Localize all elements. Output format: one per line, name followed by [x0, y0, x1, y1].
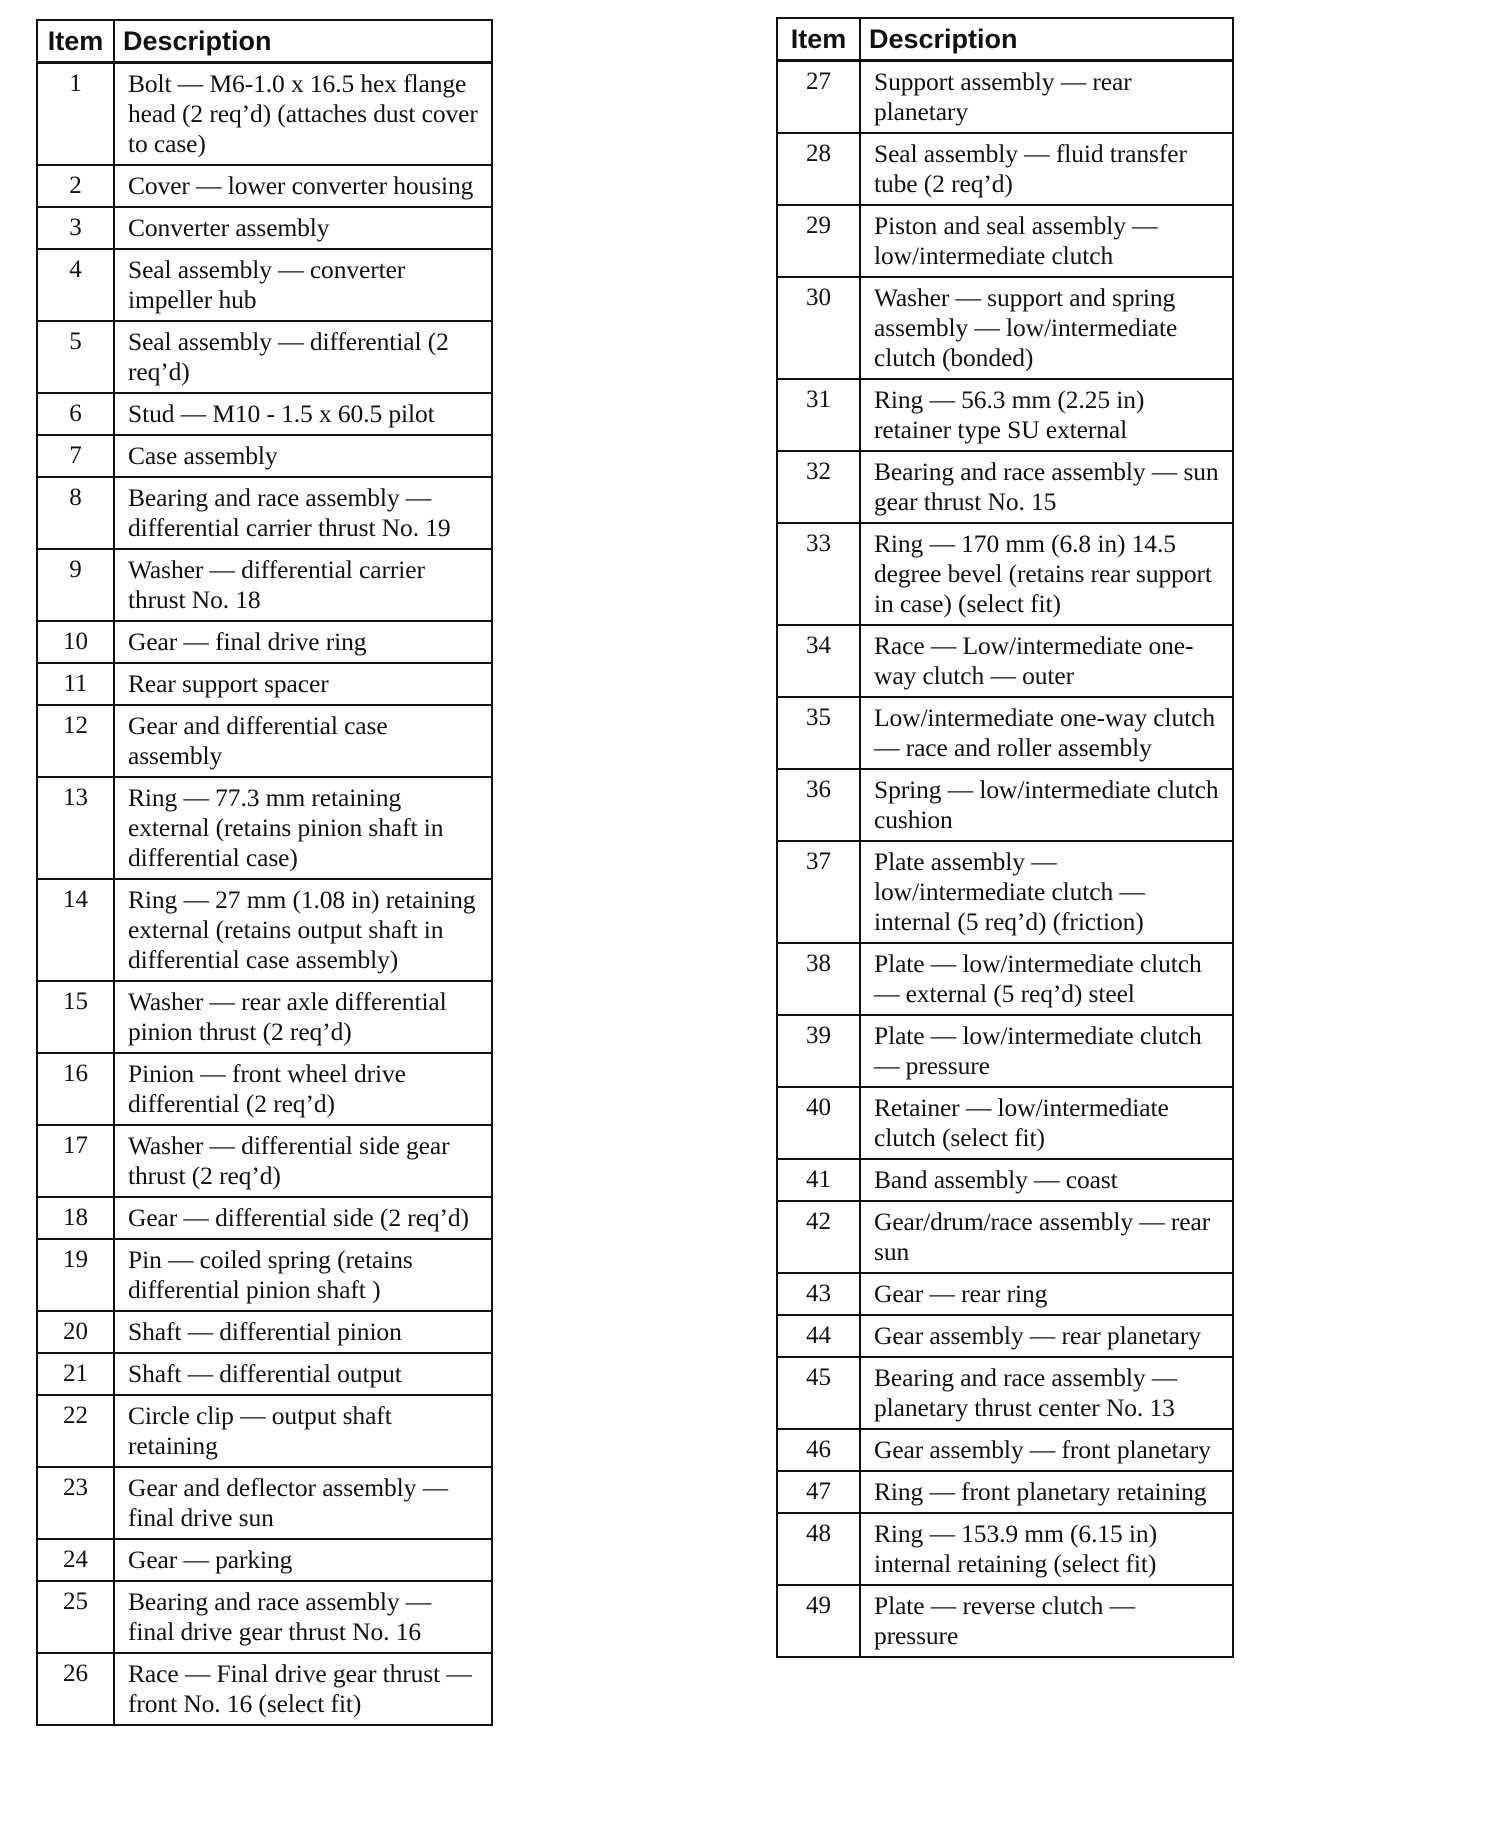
- table-row: [777, 1159, 1233, 1201]
- table-row: [37, 321, 492, 393]
- item-number: 21: [37, 1353, 114, 1395]
- table-row: [37, 477, 492, 549]
- item-description: Bearing and race assembly — sun gear thrust No. 15: [860, 451, 1233, 523]
- table-row: [777, 61, 1233, 134]
- table-row: [37, 1239, 492, 1311]
- table-row: [37, 705, 492, 777]
- table-row: [37, 1467, 492, 1539]
- item-number: 2: [37, 165, 114, 207]
- item-number: 12: [37, 705, 114, 777]
- item-column-header: Item: [37, 20, 114, 63]
- table-header-row: [777, 18, 1233, 61]
- table-row: [37, 1581, 492, 1653]
- item-description: Ring — 153.9 mm (6.15 in) internal retaining (select fit): [860, 1513, 1233, 1585]
- item-number: 5: [37, 321, 114, 393]
- item-number: 15: [37, 981, 114, 1053]
- item-description: Bearing and race assembly — final drive gear thrust No. 16: [114, 1581, 492, 1653]
- table-row: [37, 1125, 492, 1197]
- parts-table-right: [776, 17, 1234, 1658]
- table-header-row: [37, 20, 492, 63]
- table-row: [777, 451, 1233, 523]
- item-number: 6: [37, 393, 114, 435]
- item-number: 36: [777, 769, 860, 841]
- item-description: Ring — 27 mm (1.08 in) retaining external (retains output shaft in differential case assembly): [114, 879, 492, 981]
- item-number: 19: [37, 1239, 114, 1311]
- item-description: Gear — differential side (2 req’d): [114, 1197, 492, 1239]
- table-row: [777, 625, 1233, 697]
- item-description: Plate — low/intermediate clutch — pressure: [860, 1015, 1233, 1087]
- item-description: Shaft — differential pinion: [114, 1311, 492, 1353]
- table-row: [777, 133, 1233, 205]
- item-number: 35: [777, 697, 860, 769]
- item-description: Race — Low/intermediate one-way clutch — outer: [860, 625, 1233, 697]
- item-description: Pin — coiled spring (retains differential pinion shaft ): [114, 1239, 492, 1311]
- description-column-header: Description: [860, 18, 1233, 61]
- item-number: 34: [777, 625, 860, 697]
- item-description: Plate — reverse clutch — pressure: [860, 1585, 1233, 1657]
- table-row: [777, 1015, 1233, 1087]
- item-number: 23: [37, 1467, 114, 1539]
- item-number: 40: [777, 1087, 860, 1159]
- item-description: Converter assembly: [114, 207, 492, 249]
- table-row: [777, 943, 1233, 1015]
- table-row: [777, 697, 1233, 769]
- item-number: 30: [777, 277, 860, 379]
- item-number: 26: [37, 1653, 114, 1725]
- item-description: Low/intermediate one-way clutch — race and roller assembly: [860, 697, 1233, 769]
- description-column-header: Description: [114, 20, 492, 63]
- item-description: Gear and differential case assembly: [114, 705, 492, 777]
- item-number: 45: [777, 1357, 860, 1429]
- item-number: 13: [37, 777, 114, 879]
- item-number: 43: [777, 1273, 860, 1315]
- table-row: [37, 621, 492, 663]
- item-description: Gear — rear ring: [860, 1273, 1233, 1315]
- item-number: 39: [777, 1015, 860, 1087]
- item-number: 32: [777, 451, 860, 523]
- item-description: Bolt — M6-1.0 x 16.5 hex flange head (2 req’d) (attaches dust cover to case): [114, 63, 492, 166]
- item-number: 37: [777, 841, 860, 943]
- table-row: [37, 63, 492, 166]
- table-row: [777, 1585, 1233, 1657]
- table-row: [777, 1315, 1233, 1357]
- item-description: Circle clip — output shaft retaining: [114, 1395, 492, 1467]
- item-number: 3: [37, 207, 114, 249]
- item-number: 41: [777, 1159, 860, 1201]
- table-row: [777, 1087, 1233, 1159]
- item-description: Gear — final drive ring: [114, 621, 492, 663]
- item-description: Plate assembly — low/intermediate clutch — internal (5 req’d) (friction): [860, 841, 1233, 943]
- item-number: 14: [37, 879, 114, 981]
- item-description: Retainer — low/intermediate clutch (select fit): [860, 1087, 1233, 1159]
- item-number: 7: [37, 435, 114, 477]
- item-number: 24: [37, 1539, 114, 1581]
- table-row: [37, 1311, 492, 1353]
- item-number: 44: [777, 1315, 860, 1357]
- item-description: Gear — parking: [114, 1539, 492, 1581]
- item-description: Shaft — differential output: [114, 1353, 492, 1395]
- item-number: 1: [37, 63, 114, 166]
- item-description: Washer — rear axle differential pinion thrust (2 req’d): [114, 981, 492, 1053]
- table-row: [37, 549, 492, 621]
- table-row: [37, 1395, 492, 1467]
- table-row: [777, 1273, 1233, 1315]
- item-number: 9: [37, 549, 114, 621]
- table-row: [37, 663, 492, 705]
- item-number: 8: [37, 477, 114, 549]
- item-number: 27: [777, 61, 860, 134]
- table-row: [777, 523, 1233, 625]
- item-description: Ring — 56.3 mm (2.25 in) retainer type SU external: [860, 379, 1233, 451]
- item-description: Case assembly: [114, 435, 492, 477]
- table-row: [777, 205, 1233, 277]
- table-row: [777, 841, 1233, 943]
- item-number: 16: [37, 1053, 114, 1125]
- item-description: Gear/drum/race assembly — rear sun: [860, 1201, 1233, 1273]
- table-row: [777, 1429, 1233, 1471]
- item-description: Washer — differential side gear thrust (2 req’d): [114, 1125, 492, 1197]
- item-number: 33: [777, 523, 860, 625]
- table-row: [37, 435, 492, 477]
- table-row: [777, 1513, 1233, 1585]
- item-description: Spring — low/intermediate clutch cushion: [860, 769, 1233, 841]
- table-row: [37, 1353, 492, 1395]
- item-number: 10: [37, 621, 114, 663]
- item-description: Piston and seal assembly — low/intermediate clutch: [860, 205, 1233, 277]
- item-number: 18: [37, 1197, 114, 1239]
- item-number: 17: [37, 1125, 114, 1197]
- parts-table-left: [36, 19, 493, 1726]
- item-description: Bearing and race assembly — differential carrier thrust No. 19: [114, 477, 492, 549]
- item-description: Seal assembly — differential (2 req’d): [114, 321, 492, 393]
- table-row: [37, 777, 492, 879]
- table-row: [37, 1539, 492, 1581]
- table-row: [37, 249, 492, 321]
- item-number: 49: [777, 1585, 860, 1657]
- item-number: 31: [777, 379, 860, 451]
- table-row: [37, 1053, 492, 1125]
- item-description: Ring — 170 mm (6.8 in) 14.5 degree bevel (retains rear support in case) (select fit): [860, 523, 1233, 625]
- item-description: Gear assembly — rear planetary: [860, 1315, 1233, 1357]
- item-description: Gear assembly — front planetary: [860, 1429, 1233, 1471]
- item-number: 20: [37, 1311, 114, 1353]
- item-number: 38: [777, 943, 860, 1015]
- table-row: [777, 1357, 1233, 1429]
- table-row: [777, 1471, 1233, 1513]
- table-row: [777, 277, 1233, 379]
- item-number: 11: [37, 663, 114, 705]
- item-description: Pinion — front wheel drive differential (2 req’d): [114, 1053, 492, 1125]
- table-row: [37, 1197, 492, 1239]
- item-description: Cover — lower converter housing: [114, 165, 492, 207]
- item-description: Ring — front planetary retaining: [860, 1471, 1233, 1513]
- item-description: Washer — support and spring assembly — low/intermediate clutch (bonded): [860, 277, 1233, 379]
- table-row: [37, 1653, 492, 1725]
- item-number: 48: [777, 1513, 860, 1585]
- item-description: Seal assembly — fluid transfer tube (2 req’d): [860, 133, 1233, 205]
- item-number: 4: [37, 249, 114, 321]
- table-row: [777, 1201, 1233, 1273]
- item-description: Band assembly — coast: [860, 1159, 1233, 1201]
- table-row: [37, 393, 492, 435]
- table-row: [37, 981, 492, 1053]
- item-description: Rear support spacer: [114, 663, 492, 705]
- item-description: Stud — M10 - 1.5 x 60.5 pilot: [114, 393, 492, 435]
- item-description: Ring — 77.3 mm retaining external (retains pinion shaft in differential case): [114, 777, 492, 879]
- item-number: 46: [777, 1429, 860, 1471]
- table-row: [777, 379, 1233, 451]
- item-number: 47: [777, 1471, 860, 1513]
- item-number: 28: [777, 133, 860, 205]
- table-row: [37, 207, 492, 249]
- item-number: 22: [37, 1395, 114, 1467]
- table-row: [37, 165, 492, 207]
- table-row: [777, 769, 1233, 841]
- item-number: 42: [777, 1201, 860, 1273]
- item-number: 29: [777, 205, 860, 277]
- item-description: Gear and deflector assembly — final drive sun: [114, 1467, 492, 1539]
- item-column-header: Item: [777, 18, 860, 61]
- table-row: [37, 879, 492, 981]
- item-number: 25: [37, 1581, 114, 1653]
- item-description: Race — Final drive gear thrust — front No. 16 (select fit): [114, 1653, 492, 1725]
- item-description: Plate — low/intermediate clutch — external (5 req’d) steel: [860, 943, 1233, 1015]
- item-description: Washer — differential carrier thrust No. 18: [114, 549, 492, 621]
- item-description: Seal assembly — converter impeller hub: [114, 249, 492, 321]
- item-description: Support assembly — rear planetary: [860, 61, 1233, 134]
- item-description: Bearing and race assembly — planetary thrust center No. 13: [860, 1357, 1233, 1429]
